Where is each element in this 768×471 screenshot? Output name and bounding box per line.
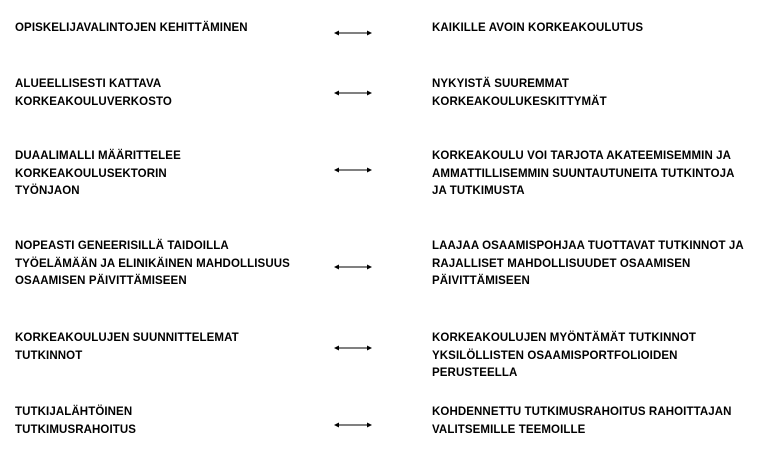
left-label: TUTKIJALÄHTÖINEN TUTKIMUSRAHOITUS bbox=[15, 406, 137, 436]
double-arrow-icon bbox=[334, 263, 372, 271]
right-label: NYKYISTÄ SUUREMMAT KORKEAKOULUKESKITTYMÄT bbox=[432, 78, 607, 108]
right-label: KORKEAKOULU VOI TARJOTA AKATEEMISEMMIN JA AMMATTILLISEMMIN SUUNTAUTUNEITA TUTKINTOJA JA TUTKIMUSTA bbox=[432, 150, 735, 197]
left-label: KORKEAKOULUJEN SUUNNITTELEMAT TUTKINNOT bbox=[15, 332, 239, 362]
left-label: ALUEELLISESTI KATTAVA KORKEAKOULUVERKOSTO bbox=[15, 78, 172, 108]
right-label: KORKEAKOULUJEN MYÖNTÄMÄT TUTKINNOT YKSILÖLLISTEN OSAAMISPORTFOLIOIDEN PERUSTEELLA bbox=[432, 332, 697, 379]
right-label: KAIKILLE AVOIN KORKEAKOULUTUS bbox=[432, 22, 644, 34]
right-label: KOHDENNETTU TUTKIMUSRAHOITUS RAHOITTAJAN VALITSEMILLE TEEMOILLE bbox=[432, 406, 732, 436]
double-arrow-icon bbox=[334, 89, 372, 97]
left-label: DUAALIMALLI MÄÄRITTELEE KORKEAKOULUSEKTORIN TYÖNJAON bbox=[15, 150, 181, 197]
left-label: OPISKELIJAVALINTOJEN KEHITTÄMINEN bbox=[15, 22, 248, 34]
double-arrow-icon bbox=[334, 166, 372, 174]
double-arrow-icon bbox=[334, 344, 372, 352]
double-arrow-icon bbox=[334, 421, 372, 429]
left-label: NOPEASTI GENEERISILLÄ TAIDOILLA TYÖELÄMÄÄN JA ELINIKÄINEN MAHDOLLISUUS OSAAMISEN PÄIVITTÄMISEEN bbox=[15, 240, 290, 287]
right-label: LAAJAA OSAAMISPOHJAA TUOTTAVAT TUTKINNOT JA RAJALLISET MAHDOLLISUUDET OSAAMISEN PÄIVITTÄMISEEN bbox=[432, 240, 744, 287]
double-arrow-icon bbox=[334, 29, 372, 37]
